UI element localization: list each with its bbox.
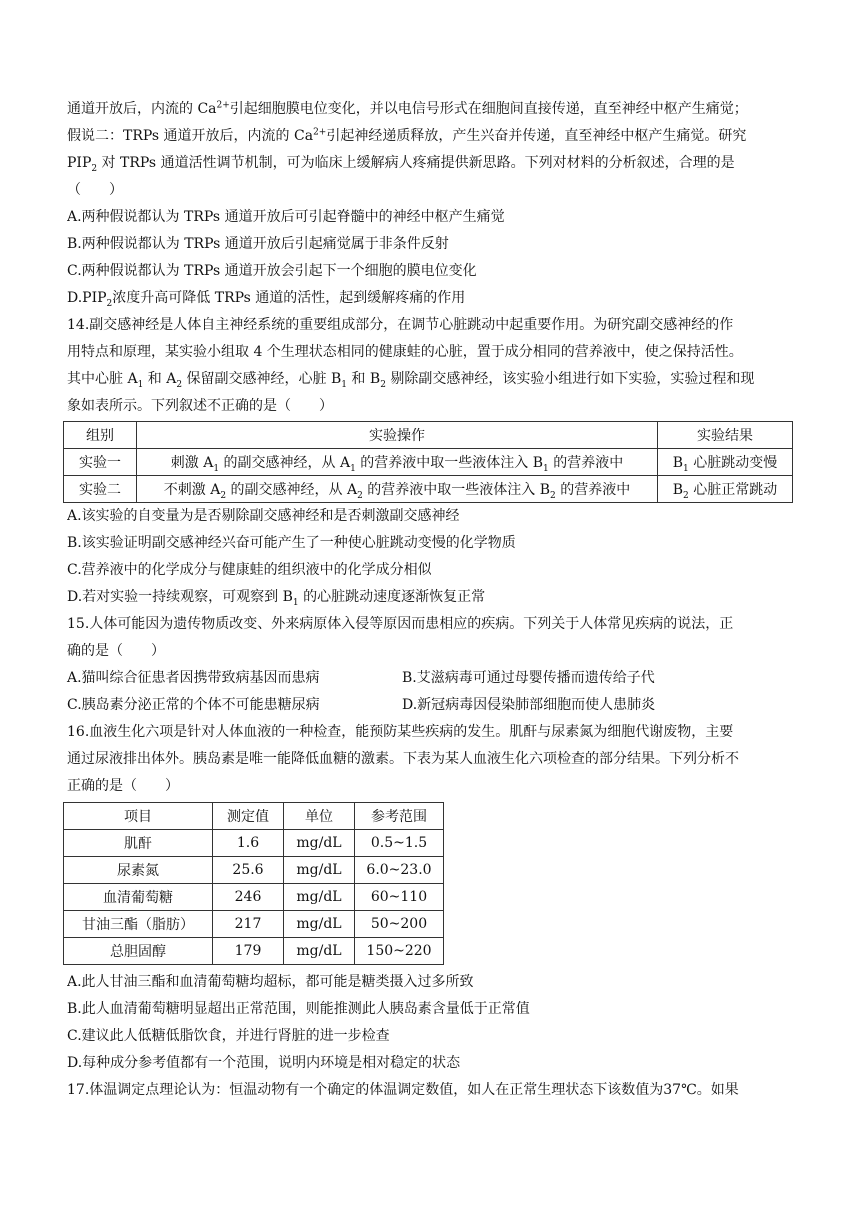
question-15-stem: 确的是（ ） — [67, 643, 165, 659]
table-header: 项目 — [64, 803, 213, 830]
table-cell: $B_1$ 心脏跳动变慢 — [658, 449, 793, 476]
table-cell: mg/dL — [284, 938, 355, 965]
table-row — [64, 911, 444, 938]
option-b: B.艾滋病毒可通过母婴传播而遗传给子代 — [402, 670, 655, 686]
option-c: C.两种假说都认为 TRPs 通道开放会引起下一个细胞的膜电位变化 — [67, 263, 477, 279]
text-line: $PIP_2$ 对 TRPs 通道活性调节机制，可为临床上缓解病人疼痛提供新思路。下列对材料的分析叙述，合理的是 — [67, 155, 735, 174]
option-c: C.营养液中的化学成分与健康蛙的组织液中的化学成分相似 — [67, 562, 432, 578]
table-cell: 50~200 — [355, 911, 444, 938]
table-cell: 217 — [213, 911, 284, 938]
option-b: B.两种假说都认为 TRPs 通道开放后引起痛觉属于非条件反射 — [67, 236, 449, 252]
table-row — [64, 884, 444, 911]
question-17-stem: 17.体温调定点理论认为：恒温动物有一个确定的体温调定数值，如人在正常生理状态下该数值为37℃。如果 — [67, 1082, 739, 1098]
table-cell: 总胆固醇 — [64, 938, 213, 965]
option-a: A.该实验的自变量为是否剔除副交感神经和是否刺激副交感神经 — [67, 508, 460, 524]
table-cell: 不刺激 $A_2$ 的副交感神经，从 $A_2$ 的营养液中取一些液体注入 $B_2$ 的营养液中 — [137, 476, 658, 503]
question-15-stem: 15.人体可能因为遗传物质改变、外来病原体入侵等原因而患相应的疾病。下列关于人体常见疾病的说法，正 — [67, 616, 734, 632]
text-line: 通道开放后，内流的 $Ca^{2+}$引起细胞膜电位变化，并以电信号形式在细胞间直接传递，直至神经中枢产生痛觉； — [67, 100, 748, 117]
option-row — [67, 693, 797, 717]
table-header: 实验结果 — [658, 422, 793, 449]
table-cell: 尿素氮 — [64, 857, 213, 884]
table-cell: 179 — [213, 938, 284, 965]
question-16-stem: 通过尿液排出体外。胰岛素是唯一能降低血糖的激素。下表为某人血液生化六项检查的部分结果。下列分析不 — [67, 751, 739, 767]
table-header: 测定值 — [213, 803, 284, 830]
option-d: D.若对实验一持续观察，可观察到 $B_1$ 的心脏跳动速度逐渐恢复正常 — [67, 589, 486, 608]
table-cell: mg/dL — [284, 911, 355, 938]
table-header: 组别 — [64, 422, 137, 449]
option-row — [67, 666, 797, 690]
table-header-row — [64, 803, 444, 830]
table-header-row — [64, 422, 793, 449]
option-c: C.建议此人低糖低脂饮食，并进行肾脏的进一步检查 — [67, 1028, 390, 1044]
table-cell: 甘油三酯（脂肪） — [64, 911, 213, 938]
table-row — [64, 938, 444, 965]
blood-test-table — [63, 802, 444, 965]
table-cell: $B_2$ 心脏正常跳动 — [658, 476, 793, 503]
table-cell: 25.6 — [213, 857, 284, 884]
question-14-stem: 14.副交感神经是人体自主神经系统的重要组成部分，在调节心脏跳动中起重要作用。为研究副交感神经的作 — [67, 317, 734, 333]
question-14-stem: 象如表所示。下列叙述不正确的是（ ） — [67, 398, 333, 414]
option-b: B.此人血清葡萄糖明显超出正常范围，则能推测此人胰岛素含量低于正常值 — [67, 1001, 530, 1017]
table-cell: 60~110 — [355, 884, 444, 911]
answer-blank: （ ） — [67, 182, 123, 198]
table-row — [64, 449, 793, 476]
table-cell: 6.0~23.0 — [355, 857, 444, 884]
option-b: B.该实验证明副交感神经兴奋可能产生了一种使心脏跳动变慢的化学物质 — [67, 535, 516, 551]
table-cell: 246 — [213, 884, 284, 911]
table-cell: 肌酐 — [64, 830, 213, 857]
option-c: C.胰岛素分泌正常的个体不可能患糖尿病 — [67, 697, 320, 713]
table-cell: 实验二 — [64, 476, 137, 503]
option-a: A.此人甘油三酯和血清葡萄糖均超标，都可能是糖类摄入过多所致 — [67, 974, 474, 990]
table-cell: 1.6 — [213, 830, 284, 857]
table-row — [64, 830, 444, 857]
table-cell: 刺激 $A_1$ 的副交感神经，从 $A_1$ 的营养液中取一些液体注入 $B_1$ 的营养液中 — [137, 449, 658, 476]
table-header: 实验操作 — [137, 422, 658, 449]
text-line: 假说二：TRPs 通道开放后，内流的 $Ca^{2+}$引起神经递质释放，产生兴奋并传递，直至神经中枢产生痛觉。研究 — [67, 127, 747, 144]
option-d: D.新冠病毒因侵染肺部细胞而使人患肺炎 — [402, 697, 656, 713]
table-row — [64, 857, 444, 884]
option-a: A.猫叫综合征患者因携带致病基因而患病 — [67, 670, 320, 686]
table-cell: 血清葡萄糖 — [64, 884, 213, 911]
option-d: $D.PIP_2$浓度升高可降低 TRPs 通道的活性，起到缓解疼痛的作用 — [67, 290, 466, 309]
option-a: A.两种假说都认为 TRPs 通道开放后可引起脊髓中的神经中枢产生痛觉 — [67, 209, 505, 225]
experiment-table — [63, 421, 793, 503]
table-cell: mg/dL — [284, 830, 355, 857]
question-16-stem: 16.血液生化六项是针对人体血液的一种检查，能预防某些疾病的发生。肌酐与尿素氮为细胞代谢废物，主要 — [67, 724, 734, 740]
question-14-stem: 用特点和原理，某实验小组取 4 个生理状态相同的健康蛙的心脏，置于成分相同的营养液中，使之保持活性。 — [67, 344, 743, 360]
table-cell: 150~220 — [355, 938, 444, 965]
option-d: D.每种成分参考值都有一个范围，说明内环境是相对稳定的状态 — [67, 1055, 461, 1071]
table-cell: 实验一 — [64, 449, 137, 476]
table-header: 单位 — [284, 803, 355, 830]
table-cell: mg/dL — [284, 884, 355, 911]
table-cell: mg/dL — [284, 857, 355, 884]
table-header: 参考范围 — [355, 803, 444, 830]
table-cell: 0.5~1.5 — [355, 830, 444, 857]
table-row — [64, 476, 793, 503]
question-16-stem: 正确的是（ ） — [67, 778, 179, 794]
question-14-stem: 其中心脏 $A_1$ 和 $A_2$ 保留副交感神经，心脏 $B_1$ 和 $B_2$ 剔除副交感神经，该实验小组进行如下实验，实验过程和现 — [67, 371, 755, 390]
